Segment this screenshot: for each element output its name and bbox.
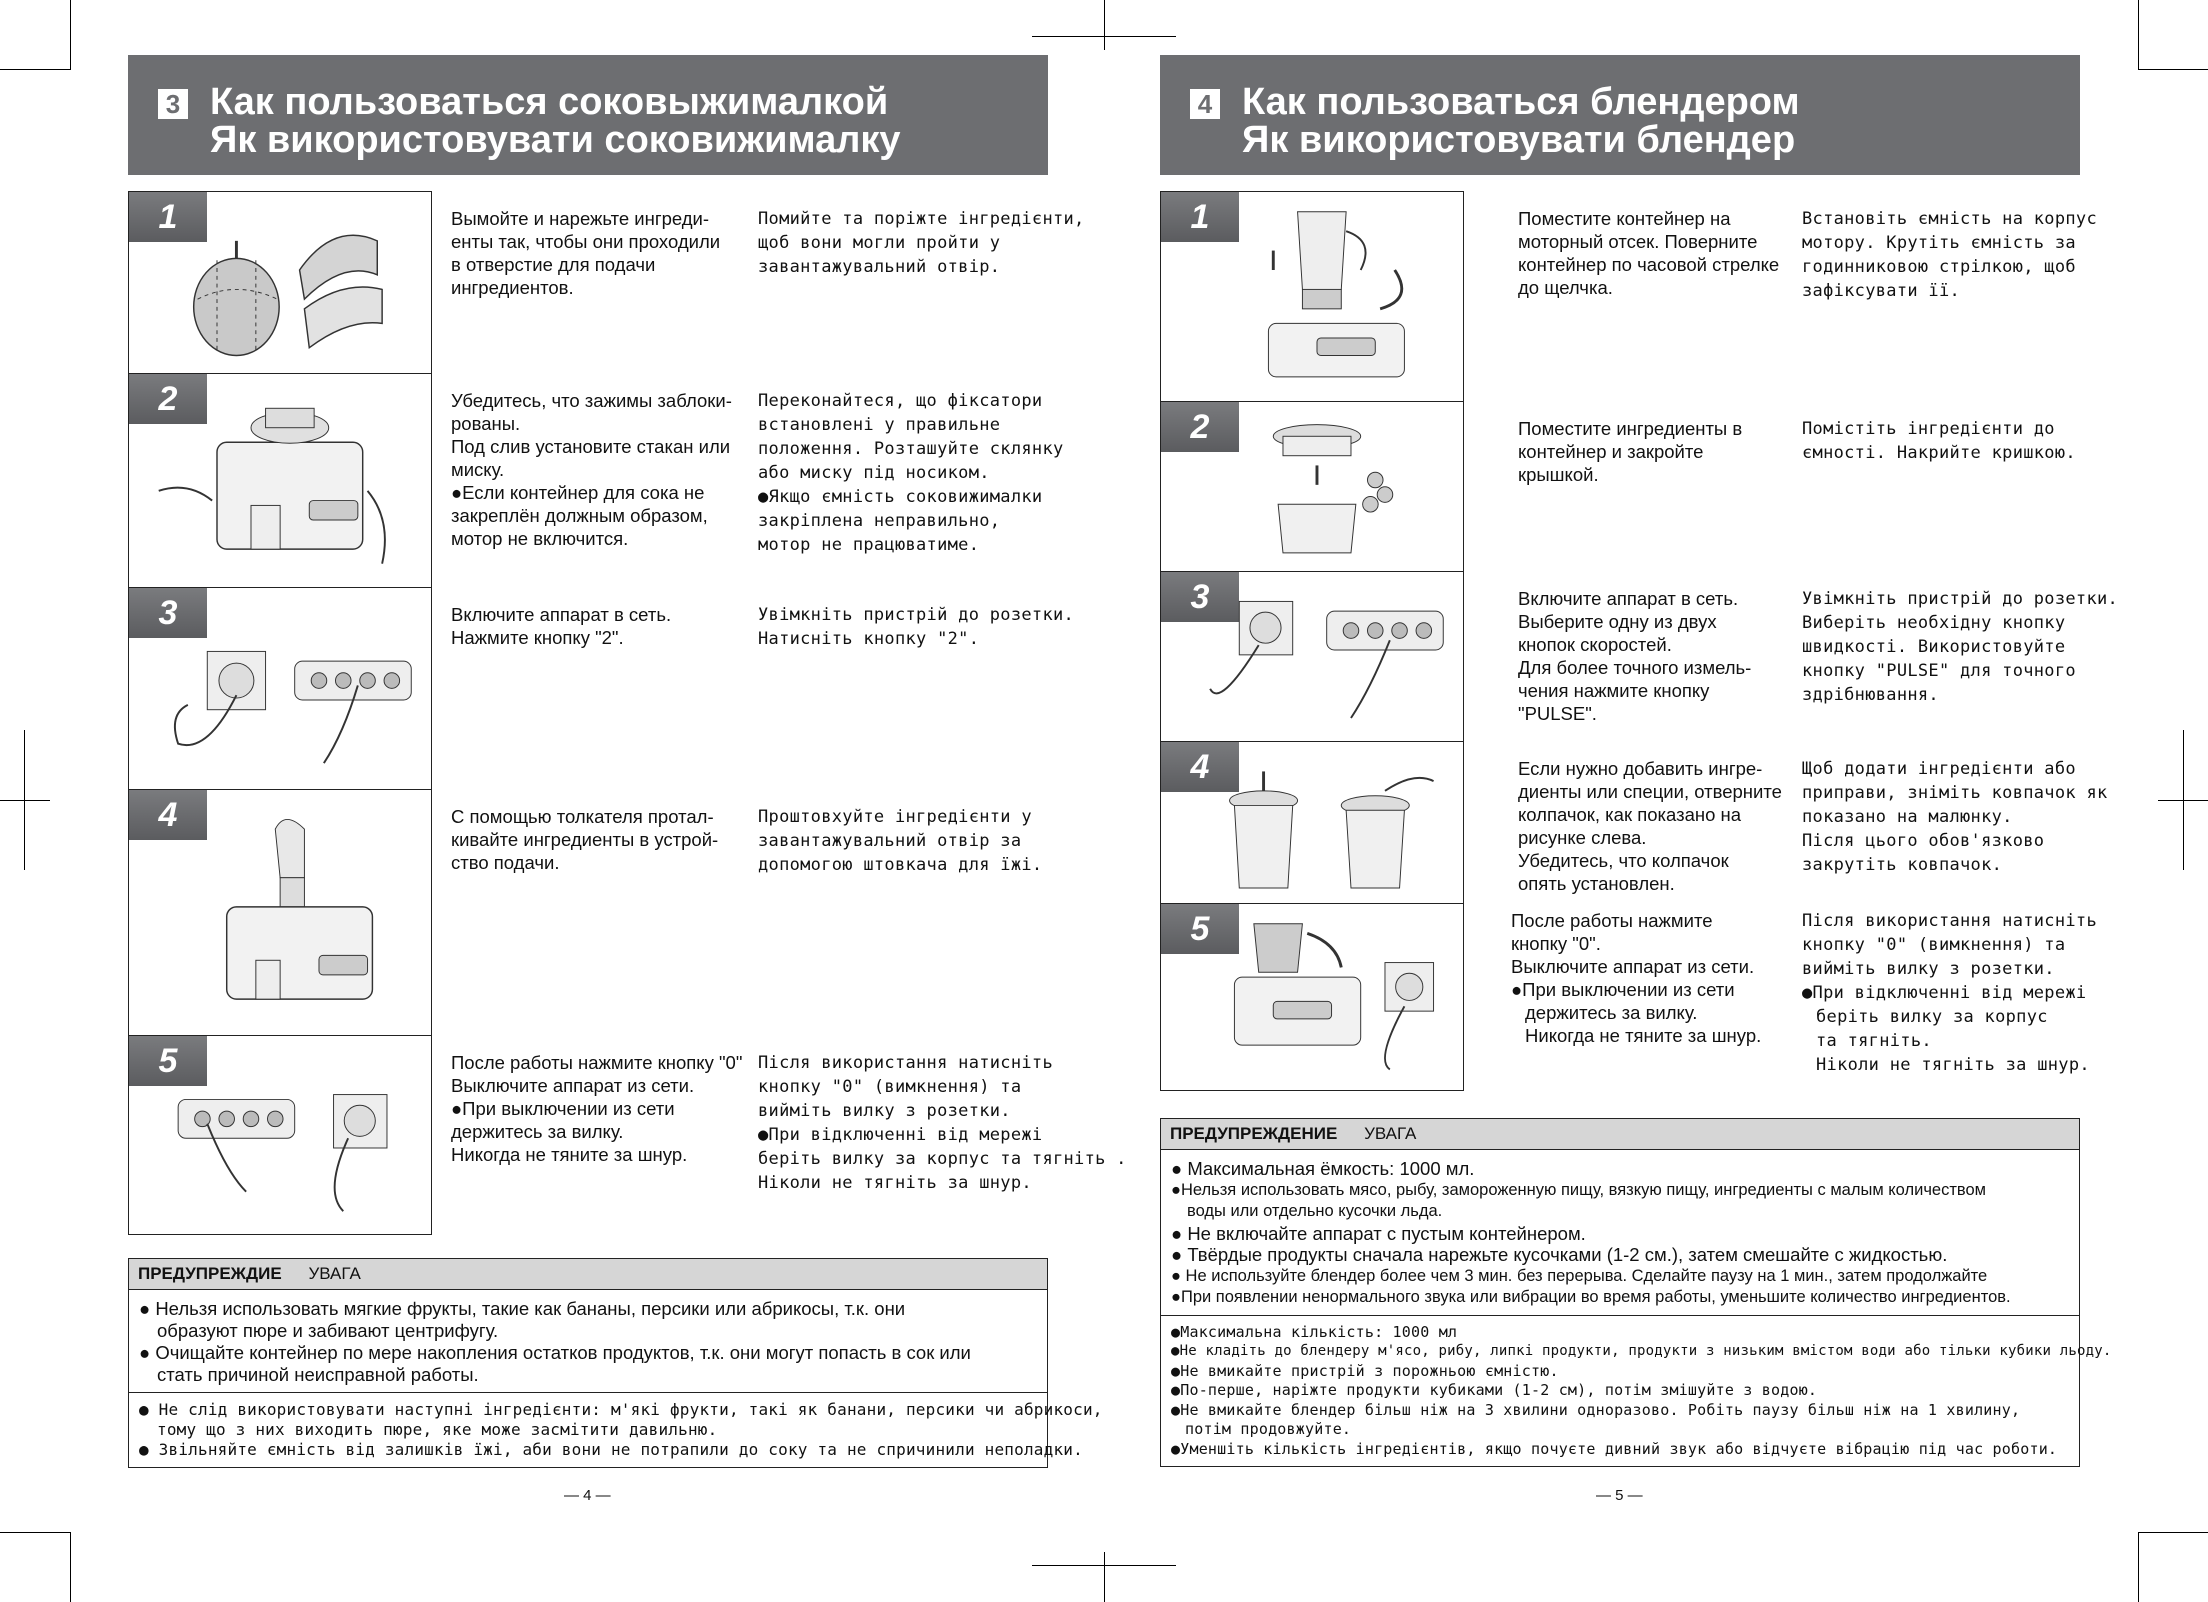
- step-illustration: [128, 789, 432, 1035]
- step-illustration: [1160, 571, 1464, 741]
- step-number: 2: [129, 374, 207, 424]
- text-line: После работы нажмите: [1511, 910, 1713, 931]
- pusher-illustration: [149, 800, 421, 1014]
- text-line: закріплена неправильно,: [758, 511, 1001, 531]
- text-line: ингредиентов.: [451, 277, 574, 298]
- step-illustration: [128, 1035, 432, 1235]
- text-line: Под слив установите стакан или: [451, 436, 731, 457]
- warning-line: потім продовжуйте.: [1185, 1420, 1352, 1438]
- step-number: 5: [129, 1036, 207, 1086]
- text-line: колпачок, как показано на: [1518, 804, 1742, 825]
- step-text-ua: [758, 389, 1064, 557]
- warning-line: тому що з них виходить пюре, яке може засмітити давильню.: [157, 1420, 718, 1439]
- blender-off-illustration: [1181, 914, 1453, 1077]
- blender-mount-illustration: [1181, 202, 1453, 387]
- text-line: держитесь за вилку.: [451, 1121, 624, 1142]
- warning-line: ● Максимальная ёмкость: 1000 мл.: [1171, 1158, 1475, 1179]
- text-line: диенты или специи, отверните: [1518, 781, 1782, 802]
- title-ru: Как пользоваться блендером: [1242, 81, 1800, 123]
- step-3: [1160, 571, 2119, 741]
- warning-box: [128, 1258, 1103, 1468]
- warning-line: ●Нельзя использовать мясо, рыбу, замороженную пищу, вязкую пищу, ингредиенты с малым количеством: [1171, 1180, 1987, 1199]
- crop-mark: [2138, 1532, 2208, 1533]
- warning-line: ● Очищайте контейнер по мере накопления остатков продуктов, т.к. они могут попасть в сок или: [139, 1342, 971, 1363]
- warning-label-ua: УВАГА: [1364, 1124, 1417, 1143]
- text-line: вийміть вилку з розетки.: [1802, 959, 2055, 979]
- step-text-ua: [1802, 207, 2097, 303]
- warning-line: ● Нельзя использовать мягкие фрукты, такие как бананы, персики или абрикосы, т.к. они: [139, 1298, 906, 1319]
- section-header: [128, 55, 1048, 175]
- plug-and-press-illustration: [149, 598, 421, 773]
- text-line: Помістіть інгредієнти до: [1802, 419, 2055, 439]
- text-line: кнопок скоростей.: [1518, 634, 1672, 655]
- warning-text-ua: [1161, 1316, 2112, 1467]
- title-ru: Как пользоваться соковыжималкой: [210, 81, 889, 123]
- text-line: Выберите одну из двух: [1518, 611, 1717, 632]
- text-line: закреплён должным образом,: [451, 505, 708, 526]
- section-number: 4: [1190, 89, 1220, 119]
- text-line: Щоб додати інгредієнти або: [1802, 759, 2076, 779]
- plug-and-speed-illustration: [1181, 582, 1453, 728]
- text-line: Проштовхуйте інгредієнти у: [758, 807, 1032, 827]
- text-line: мотор не працюватиме.: [758, 535, 980, 555]
- text-line: ●При выключении из сети: [1511, 979, 1735, 1000]
- warning-line: стать причиной неисправной работы.: [157, 1364, 479, 1385]
- text-line: Если нужно добавить ингре-: [1518, 758, 1763, 779]
- text-line: приправи, зніміть ковпачок як: [1802, 783, 2108, 803]
- text-line: "PULSE".: [1518, 703, 1597, 724]
- text-line: Убедитесь, что колпачок: [1518, 850, 1729, 871]
- text-line: вийміть вилку з розетки.: [758, 1101, 1011, 1121]
- step-5: [128, 1035, 1127, 1235]
- warning-line: ● Не включайте аппарат с пустым контейнером.: [1171, 1222, 1586, 1244]
- text-line: та тягніть.: [1816, 1031, 1932, 1051]
- warning-line: ● Твёрдые продукты сначала нарежьте кусочками (1-2 см.), затем смешайте с жидкостью.: [1171, 1244, 1948, 1265]
- text-line: Вымойте и нарежьте ингреди-: [451, 208, 710, 229]
- juicer-clamps-illustration: [149, 384, 421, 569]
- warning-line: воды или отдельно кусочки льда.: [1187, 1202, 1443, 1220]
- text-line: Після використання натисніть: [1802, 911, 2097, 931]
- step-text-ua: [1802, 587, 2119, 707]
- text-line: контейнер и закройте: [1518, 441, 1704, 462]
- text-line: показано на малюнку.: [1802, 807, 2013, 827]
- warning-label-ru: ПРЕДУПРЕЖДИЕ: [138, 1264, 282, 1283]
- warning-line: ●По-перше, наріжте продукти кубиками (1-2 см), потім змішуйте з водою.: [1171, 1381, 1818, 1399]
- crop-mark: [1104, 1552, 1105, 1602]
- title-ua: Як використовувати блендер: [1242, 119, 1796, 161]
- text-line: мотору. Крутіть ємність за: [1802, 233, 2076, 253]
- add-ingredients-illustration: [1181, 412, 1453, 558]
- warning-header: [1161, 1119, 2079, 1150]
- step-illustration: [1160, 741, 1464, 903]
- warning-line: ●Максимальна кількість: 1000 мл: [1171, 1322, 1458, 1341]
- text-line: Выключите аппарат из сети.: [1511, 956, 1755, 977]
- text-line: беріть вилку за корпус: [1816, 1007, 2048, 1027]
- remove-cap-illustration: [1181, 752, 1453, 890]
- warning-line: ●Не вмикайте блендер більш ніж на 3 хвилини одноразово. Робіть паузу більш ніж на 1 хвилину,: [1171, 1400, 2021, 1419]
- text-line: Встановіть ємність на корпус: [1802, 209, 2097, 229]
- section-number: 3: [158, 89, 188, 119]
- crop-mark: [2138, 69, 2208, 70]
- text-line: до щелчка.: [1518, 277, 1613, 298]
- text-line: держитесь за вилку.: [1525, 1002, 1698, 1023]
- step-text-ua: [1802, 417, 2076, 465]
- cut-fruit-illustration: [149, 202, 421, 357]
- step-number: 1: [129, 192, 207, 242]
- warning-label-ua: УВАГА: [308, 1264, 361, 1283]
- text-line: щоб вони могли пройти у: [758, 233, 1001, 253]
- text-line: Никогда не тяните за шнур.: [1525, 1025, 1762, 1046]
- crop-mark: [0, 800, 50, 801]
- text-line: ●При выключении из сети: [451, 1098, 675, 1119]
- text-line: крышкой.: [1518, 464, 1599, 485]
- step-5: [1160, 903, 2097, 1091]
- text-line: рисунке слева.: [1518, 827, 1647, 848]
- text-line: Помийте та поріжте інгредієнти,: [758, 209, 1085, 229]
- step-number: 4: [129, 790, 207, 840]
- step-illustration: [1160, 903, 1464, 1091]
- step-illustration: [128, 373, 432, 587]
- step-2: [128, 373, 1064, 587]
- text-line: ●Если контейнер для сока не: [451, 482, 705, 503]
- step-text-ru: [1518, 757, 1788, 895]
- warning-line: ● Не слід використовувати наступні інгредієнти: м'які фрукти, такі як банани, персики чи абрикоси,: [139, 1400, 1103, 1419]
- text-line: чения нажмите кнопку: [1518, 680, 1710, 701]
- warning-text-ru: [1161, 1150, 2079, 1316]
- warning-text-ru: [129, 1290, 1047, 1393]
- step-text-ua: [758, 207, 1085, 279]
- warning-line: ● Звільняйте ємність від залишків їжі, аби вони не потрапили до соку та не спричинили неполадки.: [139, 1440, 1083, 1459]
- text-line: ●При відключенні від мережі: [758, 1125, 1043, 1145]
- text-line: кнопку "PULSE" для точного: [1802, 661, 2076, 681]
- step-1: [128, 191, 1085, 373]
- step-illustration: [1160, 191, 1464, 401]
- text-line: моторный отсек. Поверните: [1518, 231, 1758, 252]
- step-number: 4: [1161, 742, 1239, 792]
- page-blender: [1160, 55, 2119, 1504]
- warning-line: образуют пюре и забивают центрифугу.: [157, 1320, 499, 1341]
- text-line: опять установлен.: [1518, 873, 1675, 894]
- step-4: [128, 789, 1048, 1035]
- crop-mark: [1104, 0, 1105, 50]
- text-line: Включите аппарат в сеть.: [1518, 588, 1739, 609]
- text-line: мотор не включится.: [451, 528, 629, 549]
- crop-mark: [0, 1532, 70, 1533]
- text-line: Поместите ингредиенты в: [1518, 418, 1743, 439]
- text-line: положення. Розташуйте склянку: [758, 439, 1064, 459]
- crop-mark: [70, 0, 71, 70]
- unplug-illustration: [149, 1046, 421, 1221]
- text-line: закрутіть ковпачок.: [1802, 855, 2003, 875]
- text-line: Ніколи не тягніть за шнур.: [1816, 1055, 2090, 1075]
- text-line: После работы нажмите кнопку "0": [451, 1052, 743, 1073]
- step-text-ua: [758, 1051, 1127, 1195]
- text-line: Никогда не тяните за шнур.: [451, 1144, 688, 1165]
- step-illustration: [128, 191, 432, 373]
- step-illustration: [128, 587, 432, 789]
- title-ua: Як використовувати соковижималку: [210, 119, 901, 161]
- text-line: Выключите аппарат из сети.: [451, 1075, 695, 1096]
- text-line: швидкості. Використовуйте: [1802, 637, 2066, 657]
- step-text-ru: [451, 207, 751, 299]
- step-number: 2: [1161, 402, 1239, 452]
- text-line: зафіксувати її.: [1802, 281, 1961, 301]
- warning-text-ua: [129, 1393, 1103, 1467]
- step-text-ua: [758, 603, 1075, 651]
- text-line: енты так, чтобы они проходили: [451, 231, 721, 252]
- step-text-ua: [1802, 909, 2097, 1077]
- text-line: Включите аппарат в сеть.: [451, 604, 672, 625]
- step-text-ru: [1511, 909, 1791, 1047]
- text-line: рованы.: [451, 413, 521, 434]
- page-number: — 5 —: [1596, 1487, 1643, 1504]
- text-line: ●Якщо ємність соковижималки: [758, 487, 1043, 507]
- step-3: [128, 587, 1075, 789]
- step-illustration: [1160, 401, 1464, 571]
- text-line: в отверстие для подачи: [451, 254, 656, 275]
- text-line: Увімкніть пристрій до розетки.: [1802, 589, 2119, 609]
- step-number: 1: [1161, 192, 1239, 242]
- step-text-ua: [758, 805, 1058, 877]
- step-text-ua: [1802, 757, 2108, 877]
- text-line: завантажувальний отвір за: [758, 831, 1022, 851]
- section-header: [1160, 55, 2080, 175]
- text-line: Ніколи не тягніть за шнур.: [758, 1173, 1032, 1193]
- crop-mark: [24, 730, 25, 870]
- text-line: Убедитесь, что зажимы заблоки-: [451, 390, 732, 411]
- step-4: [1160, 741, 2108, 903]
- text-line: Виберіть необхідну кнопку: [1802, 613, 2066, 633]
- text-line: Після цього обов'язково: [1802, 831, 2045, 851]
- text-line: годинниковою стрілкою, щоб: [1802, 257, 2076, 277]
- text-line: беріть вилку за корпус та тягніть .: [758, 1149, 1127, 1169]
- text-line: Натисніть кнопку "2".: [758, 629, 980, 649]
- warning-line: ●Не вмикайте пристрій з порожньою ємністю.: [1171, 1361, 1559, 1380]
- text-line: завантажувальний отвір.: [758, 257, 1001, 277]
- crop-mark: [2138, 0, 2139, 70]
- text-line: кивайте ингредиенты в устрой-: [451, 829, 719, 850]
- text-line: контейнер по часовой стрелке: [1518, 254, 1780, 275]
- page-juicer: [128, 55, 1127, 1504]
- text-line: Поместите контейнер на: [1518, 208, 1731, 229]
- crop-mark: [0, 69, 70, 70]
- step-1: [1160, 191, 2097, 401]
- text-line: встановлені у правильне: [758, 415, 1001, 435]
- step-text-ru: [451, 1051, 751, 1166]
- crop-mark: [2138, 1532, 2139, 1602]
- crop-mark: [2183, 730, 2184, 870]
- step-number: 3: [1161, 572, 1239, 622]
- warning-box: [1160, 1118, 2112, 1467]
- text-line: Для более точного измель-: [1518, 657, 1752, 678]
- text-line: кнопку "0" (вимкнення) та: [758, 1077, 1022, 1097]
- warning-header: [129, 1259, 1047, 1290]
- text-line: Увімкніть пристрій до розетки.: [758, 605, 1075, 625]
- crop-mark: [70, 1532, 71, 1602]
- text-line: кнопку "0".: [1511, 933, 1601, 954]
- text-line: Після використання натисніть: [758, 1053, 1053, 1073]
- text-line: Переконайтеся, що фіксатори: [758, 391, 1043, 411]
- step-2: [1160, 401, 2080, 571]
- step-text-ru: [1518, 417, 1788, 486]
- step-text-ru: [1518, 207, 1788, 299]
- warning-line: ●Уменшіть кількість інгредієнтів, якщо почуєте дивний звук або відчуєте вібрацію під час роботи.: [1171, 1439, 2058, 1458]
- page-number: — 4 —: [564, 1487, 611, 1504]
- text-line: С помощью толкателя протал-: [451, 806, 714, 827]
- text-line: або миску під носиком.: [758, 463, 990, 483]
- step-text-ru: [451, 603, 751, 649]
- text-line: Нажмите кнопку "2".: [451, 627, 624, 648]
- text-line: миску.: [451, 459, 505, 480]
- text-line: ●При відключенні від мережі: [1802, 983, 2087, 1003]
- text-line: допомогою штовкача для їжі.: [758, 855, 1043, 875]
- text-line: ємності. Накрийте кришкою.: [1802, 443, 2076, 463]
- step-text-ru: [1518, 587, 1788, 725]
- warning-line: ● Не используйте блендер более чем 3 мин. без перерыва. Сделайте паузу на 1 мин., затем продолжайте: [1171, 1266, 1988, 1285]
- step-number: 5: [1161, 904, 1239, 954]
- step-number: 3: [129, 588, 207, 638]
- warning-line: ●При появлении ненормального звука или вибрации во время работы, уменьшите количество ингредиентов.: [1171, 1288, 2011, 1306]
- step-text-ru: [451, 805, 751, 874]
- text-line: ство подачи.: [451, 852, 560, 873]
- warning-line: ●Не кладіть до блендеру м'ясо, рибу, липкі продукти, продукти з низьким вмістом води або тільки кубики льоду.: [1171, 1343, 2112, 1359]
- warning-label-ru: ПРЕДУПРЕЖДЕНИЕ: [1170, 1124, 1338, 1143]
- step-text-ru: [451, 389, 751, 550]
- text-line: здрібнювання.: [1802, 685, 1939, 705]
- text-line: кнопку "0" (вимкнення) та: [1802, 935, 2066, 955]
